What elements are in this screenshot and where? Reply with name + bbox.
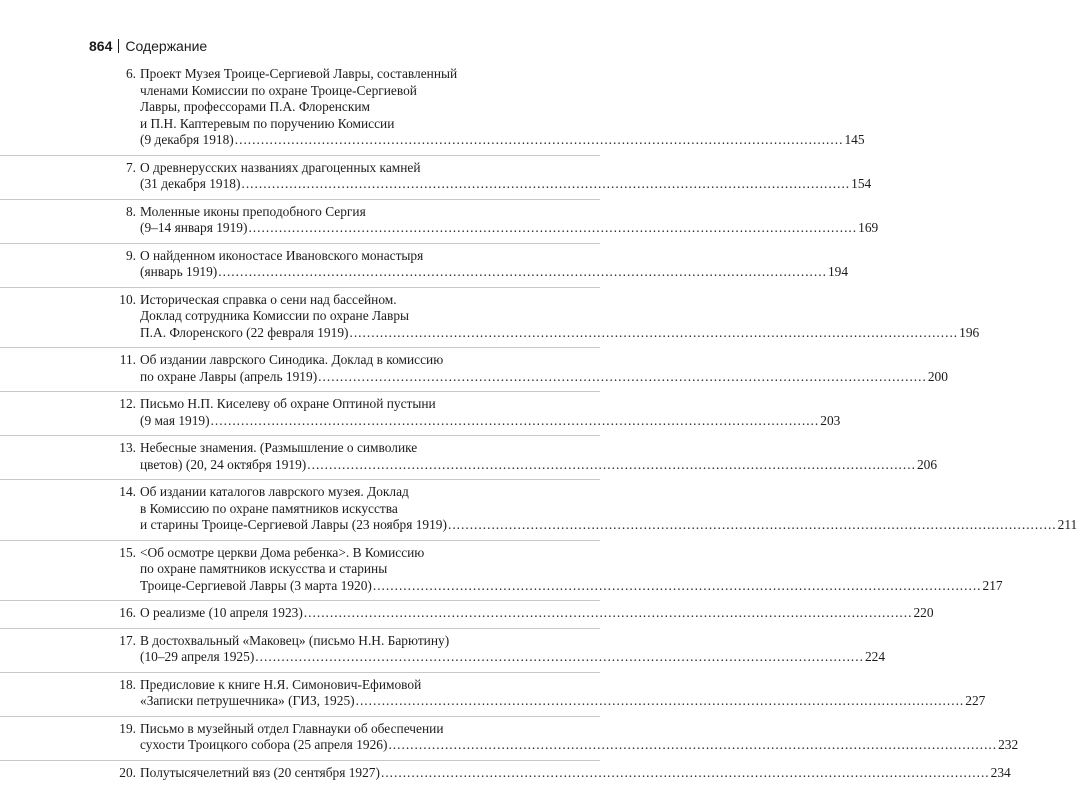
entry-title-text: (9 мая 1919) — [140, 413, 210, 430]
toc-entry[interactable] — [0, 435, 600, 479]
page-number: 864 — [89, 38, 112, 54]
entry-title — [0, 677, 600, 710]
entry-title-text: П.А. Флоренского (22 февраля 1919) — [140, 325, 348, 342]
dot-leader: ............................................................................................................................................ — [255, 649, 864, 666]
entry-title — [0, 484, 600, 534]
entry-title-line — [140, 264, 504, 281]
dot-leader: ............................................................................................................................................ — [218, 264, 827, 281]
entry-title-text: «Записки петрушечника» (ГИЗ, 1925) — [140, 693, 355, 710]
entry-title-text: (31 декабря 1918) — [140, 176, 240, 193]
entry-page-number: 217 — [983, 578, 1003, 595]
entry-title-line: и П.Н. Каптеревым по поручению Комиссии — [140, 116, 504, 133]
entry-page-number: 154 — [851, 176, 871, 193]
entry-title-line: Предисловие к книге Н.Я. Симонович-Ефимовой — [140, 677, 504, 694]
entry-title — [0, 248, 600, 281]
entry-title-line: Об издании лаврского Синодика. Доклад в комиссию — [140, 352, 504, 369]
dot-leader: ............................................................................................................................................ — [373, 578, 982, 595]
dot-leader: ............................................................................................................................................ — [211, 413, 820, 430]
entry-page-number: 232 — [998, 737, 1018, 754]
entry-title-line — [140, 132, 504, 149]
entry-title-text: Полутысячелетний вяз (20 сентября 1927) — [140, 765, 380, 782]
entry-title-line — [140, 457, 504, 474]
entry-title — [0, 721, 600, 754]
entry-title-line — [140, 413, 504, 430]
header-divider — [118, 39, 119, 53]
entry-title-line: Доклад сотрудника Комиссии по охране Лавры — [140, 308, 504, 325]
entry-number: 10. — [100, 292, 136, 309]
entry-title-line: Письмо в музейный отдел Главнауки об обеспечении — [140, 721, 504, 738]
entry-title — [0, 545, 600, 595]
entry-title — [0, 66, 600, 149]
entry-title-line — [140, 220, 504, 237]
entry-title-text: (10–29 апреля 1925) — [140, 649, 254, 666]
entry-title-line: членами Комиссии по охране Троице-Сергиевой — [140, 83, 504, 100]
entry-title-text: цветов) (20, 24 октября 1919) — [140, 457, 306, 474]
entry-number: 20. — [100, 765, 136, 782]
entry-title — [0, 440, 600, 473]
entry-title-line: Об издании каталогов лаврского музея. Доклад — [140, 484, 504, 501]
table-of-contents — [0, 62, 600, 787]
dot-leader: ............................................................................................................................................ — [388, 737, 997, 754]
entry-title-line — [140, 176, 504, 193]
entry-page-number: 194 — [828, 264, 848, 281]
entry-title-line — [140, 649, 504, 666]
dot-leader: ............................................................................................................................................ — [307, 457, 916, 474]
toc-entry[interactable] — [0, 155, 600, 199]
entry-number: 6. — [100, 66, 136, 83]
toc-entry[interactable] — [0, 540, 600, 601]
entry-title-text: по охране Лавры (апрель 1919) — [140, 369, 317, 386]
dot-leader: ............................................................................................................................................ — [318, 369, 927, 386]
toc-entry[interactable] — [0, 672, 600, 716]
entry-title-line: В достохвальный «Маковец» (письмо Н.Н. Барютину) — [140, 633, 504, 650]
dot-leader: ............................................................................................................................................ — [235, 132, 844, 149]
entry-number: 9. — [100, 248, 136, 265]
entry-title-line: Небесные знамения. (Размышление о символике — [140, 440, 504, 457]
entry-title-line: О найденном иконостасе Ивановского монастыря — [140, 248, 504, 265]
dot-leader: ............................................................................................................................................ — [248, 220, 857, 237]
entry-title-line: <Об осмотре церкви Дома ребенка>. В Комиссию — [140, 545, 504, 562]
entry-title-line: Историческая справка о сени над бассейном. — [140, 292, 504, 309]
entry-title-text: (9 декабря 1918) — [140, 132, 234, 149]
entry-title-line: Проект Музея Троице-Сергиевой Лавры, составленный — [140, 66, 504, 83]
entry-title-text: (январь 1919) — [140, 264, 217, 281]
entry-title-line — [140, 325, 504, 342]
entry-title — [0, 160, 600, 193]
entry-number: 15. — [100, 545, 136, 562]
entry-number: 16. — [100, 605, 136, 622]
entry-page-number: 200 — [928, 369, 948, 386]
entry-number: 7. — [100, 160, 136, 177]
entry-title-line: по охране памятников искусства и старины — [140, 561, 504, 578]
entry-page-number: 234 — [991, 765, 1011, 782]
entry-title-text: (9–14 января 1919) — [140, 220, 247, 237]
entry-title-text: Троице-Сергиевой Лавры (3 марта 1920) — [140, 578, 372, 595]
entry-title — [0, 204, 600, 237]
entry-title-line — [140, 693, 504, 710]
entry-title-line — [140, 605, 504, 622]
entry-title-text: сухости Троицкого собора (25 апреля 1926) — [140, 737, 387, 754]
entry-title — [0, 765, 600, 782]
toc-entry[interactable] — [0, 199, 600, 243]
entry-title-text: О реализме (10 апреля 1923) — [140, 605, 303, 622]
toc-entry[interactable] — [0, 760, 600, 787]
entry-title-line — [140, 517, 504, 534]
entry-number: 12. — [100, 396, 136, 413]
entry-title-line: Моленные иконы преподобного Сергия — [140, 204, 504, 221]
running-header — [89, 38, 207, 54]
entry-title-line: Письмо Н.П. Киселеву об охране Оптиной пустыни — [140, 396, 504, 413]
entry-title-line — [140, 578, 504, 595]
toc-entry[interactable] — [0, 243, 600, 287]
entry-page-number: 169 — [858, 220, 878, 237]
entry-title-line — [140, 765, 504, 782]
entry-page-number: 206 — [917, 457, 937, 474]
entry-number: 11. — [100, 352, 136, 369]
dot-leader: ............................................................................................................................................ — [356, 693, 965, 710]
entry-number: 8. — [100, 204, 136, 221]
toc-entry[interactable] — [0, 391, 600, 435]
dot-leader: ............................................................................................................................................ — [304, 605, 913, 622]
entry-page-number: 196 — [959, 325, 979, 342]
entry-page-number: 220 — [913, 605, 933, 622]
entry-title-line — [140, 369, 504, 386]
entry-title-line: в Комиссию по охране памятников искусства — [140, 501, 504, 518]
entry-title-line: О древнерусских названиях драгоценных камней — [140, 160, 504, 177]
dot-leader: ............................................................................................................................................ — [381, 765, 990, 782]
entry-title — [0, 396, 600, 429]
toc-entry[interactable] — [0, 479, 600, 540]
dot-leader: ............................................................................................................................................ — [448, 517, 1057, 534]
toc-entry[interactable] — [0, 716, 600, 760]
entry-page-number: 227 — [965, 693, 985, 710]
entry-title — [0, 605, 600, 622]
toc-entry[interactable] — [0, 600, 600, 628]
entry-title — [0, 352, 600, 385]
section-title: Содержание — [125, 38, 207, 54]
entry-page-number: 224 — [865, 649, 885, 666]
dot-leader: ............................................................................................................................................ — [241, 176, 850, 193]
entry-number: 14. — [100, 484, 136, 501]
toc-entry[interactable] — [0, 62, 600, 155]
entry-title-line: Лавры, профессорами П.А. Флоренским — [140, 99, 504, 116]
toc-entry[interactable] — [0, 628, 600, 672]
toc-entry[interactable] — [0, 347, 600, 391]
entry-page-number: 211 — [1058, 517, 1077, 534]
dot-leader: ............................................................................................................................................ — [349, 325, 958, 342]
entry-title — [0, 292, 600, 342]
toc-entry[interactable] — [0, 287, 600, 348]
entry-number: 17. — [100, 633, 136, 650]
entry-number: 18. — [100, 677, 136, 694]
entry-number: 19. — [100, 721, 136, 738]
entry-number: 13. — [100, 440, 136, 457]
entry-title — [0, 633, 600, 666]
entry-title-text: и старины Троице-Сергиевой Лавры (23 ноября 1919) — [140, 517, 447, 534]
entry-page-number: 145 — [844, 132, 864, 149]
entry-page-number: 203 — [820, 413, 840, 430]
entry-title-line — [140, 737, 504, 754]
